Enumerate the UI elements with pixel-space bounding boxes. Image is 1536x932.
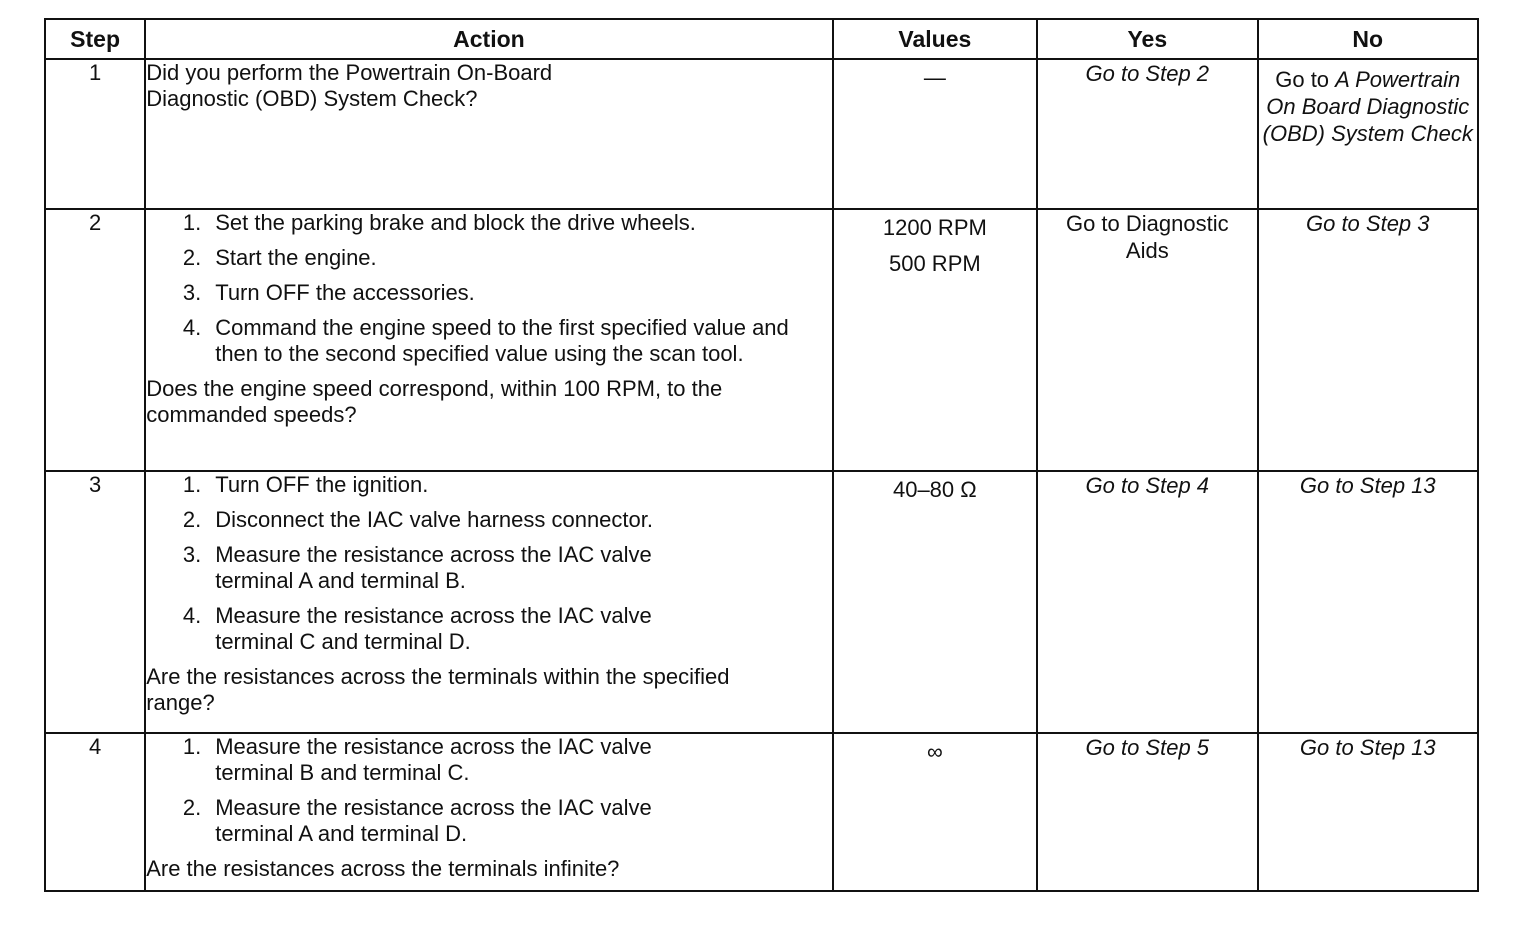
substep-list [146,734,831,847]
substep: 1. Turn OFF the ignition. [182,472,429,497]
yes-cell: Go to Step 5 [1037,733,1257,891]
action-cell [145,733,832,891]
yes-cell: Go to Step 2 [1037,59,1257,209]
action-question: Does the engine speed correspond, within 100 RPM, to the commanded speeds? [146,376,723,427]
substep: 3. Turn OFF the accessories. [182,280,475,305]
values-cell [833,733,1037,891]
yes-text: Go to Diagnostic Aids [1065,211,1229,263]
value: 500 RPM [888,251,981,276]
no-cell [1258,59,1478,209]
table-row [45,209,1478,471]
action-cell [145,471,832,733]
action-cell [145,59,832,209]
substep: 2. Start the engine. [182,245,377,270]
header-row [45,19,1478,59]
no-cell: Go to Step 3 [1258,209,1478,471]
diagnostic-table [44,18,1479,892]
substep: 3. Measure the resistance across the IAC valve terminal A and terminal B. [182,542,652,593]
substep: 2. Measure the resistance across the IAC valve terminal A and terminal D. [182,795,652,846]
values-cell [833,471,1037,733]
header-yes: Yes [1037,19,1257,59]
substep-list [146,210,831,367]
table-row [45,471,1478,733]
action-question: Are the resistances across the terminals within the specified range? [146,664,730,715]
action-question: Are the resistances across the terminals infinite? [146,856,620,881]
no-prefix: Go to [1275,67,1336,92]
header-no: No [1258,19,1478,59]
value: — [923,65,946,90]
substep-list [146,472,831,655]
header-values: Values [833,19,1037,59]
substep: 1. Set the parking brake and block the drive wheels. [182,210,696,235]
header-action: Action [145,19,832,59]
value: ∞ [927,739,943,764]
table-row [45,733,1478,891]
no-cell: Go to Step 13 [1258,471,1478,733]
values-cell [833,209,1037,471]
step-number: 4 [45,733,145,891]
substep: 4. Measure the resistance across the IAC valve terminal C and terminal D. [182,603,652,654]
header-step: Step [45,19,145,59]
substep: 2. Disconnect the IAC valve harness connector. [182,507,653,532]
action-cell [145,209,832,471]
step-number: 3 [45,471,145,733]
no-cell: Go to Step 13 [1258,733,1478,891]
substep: 1. Measure the resistance across the IAC valve terminal B and terminal C. [182,734,652,785]
yes-cell: Go to Step 4 [1037,471,1257,733]
table-row [45,59,1478,209]
yes-cell [1037,209,1257,471]
value: 40–80 Ω [892,477,977,502]
values-cell [833,59,1037,209]
action-question: Did you perform the Powertrain On-Board Diagnostic (OBD) System Check? [146,60,553,111]
value: 1200 RPM [882,215,987,240]
step-number: 1 [45,59,145,209]
no-link-text: A Powertrain On Board Diagnostic (OBD) System Check [1262,67,1473,146]
step-number: 2 [45,209,145,471]
substep: 4. Command the engine speed to the first specified value and then to the second specified value using the scan tool. [182,315,789,366]
